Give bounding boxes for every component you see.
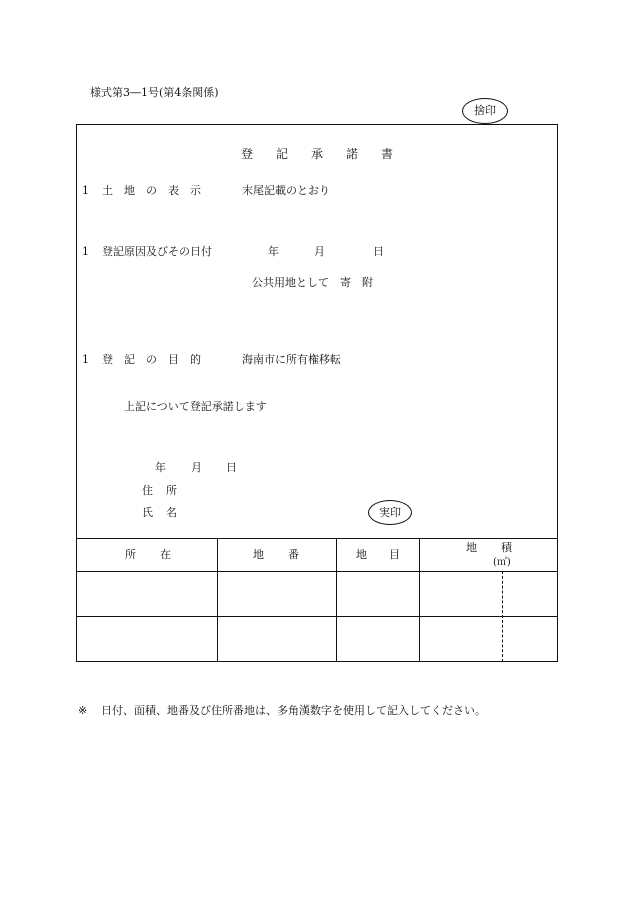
discard-seal-stamp: 捨印 [462,98,508,124]
footnote-text: 日付、面積、地番及び住所番地は、多角漢数字を使用して記入してください。 [101,704,486,717]
footnote-mark: ※ [78,704,88,717]
label-char: の [146,184,157,197]
category-header-char: 地 [356,548,367,561]
row-number: 1 [82,353,89,366]
title-char: 登 [241,147,254,161]
registered-seal-stamp: 実印 [368,500,412,525]
label-char: 記 [124,353,135,366]
registration-cause-label: 登記原因及びその日付 [102,245,212,258]
name-label-char: 氏 [142,506,153,519]
address-label-char: 住 [142,484,153,497]
label-char: 地 [124,184,135,197]
title-char: 書 [381,147,394,161]
table-row [77,616,557,661]
form-number: 様式第3―1号(第4条関係) [90,86,219,99]
table-row [77,571,557,615]
title-char: 記 [276,147,289,161]
label-char: 的 [190,353,201,366]
title-char: 諾 [346,147,359,161]
month-label: 月 [314,245,325,258]
area-unit: (㎡) [493,557,511,568]
label-char: 示 [190,184,201,197]
category-header-char: 目 [389,548,400,561]
area-header-char: 積 [501,541,512,554]
consent-statement: 上記について登記承諾します [124,400,267,413]
title-char: 承 [311,147,324,161]
day-label: 日 [373,245,384,258]
area-header-char: 地 [466,541,477,554]
label-char: 登 [102,353,113,366]
row-number: 1 [82,184,89,197]
location-header-char: 在 [160,548,171,561]
registration-purpose-value: 海南市に所有権移転 [242,353,341,366]
land-display-value: 末尾記載のとおり [242,184,330,197]
name-label-char: 名 [166,506,177,519]
label-char: 目 [168,353,179,366]
table-top-border [77,538,557,539]
year-label: 年 [268,245,279,258]
location-header-char: 所 [125,548,136,561]
label-char: の [146,353,157,366]
registration-cause-value: 公共用地として 寄 附 [252,276,373,289]
row-number: 1 [82,245,89,258]
lot-number-header-char: 番 [288,548,299,561]
label-char: 表 [168,184,179,197]
lot-number-header-char: 地 [253,548,264,561]
day-label: 日 [226,461,237,474]
label-char: 土 [102,184,113,197]
address-label-char: 所 [166,484,177,497]
month-label: 月 [191,461,202,474]
year-label: 年 [155,461,166,474]
